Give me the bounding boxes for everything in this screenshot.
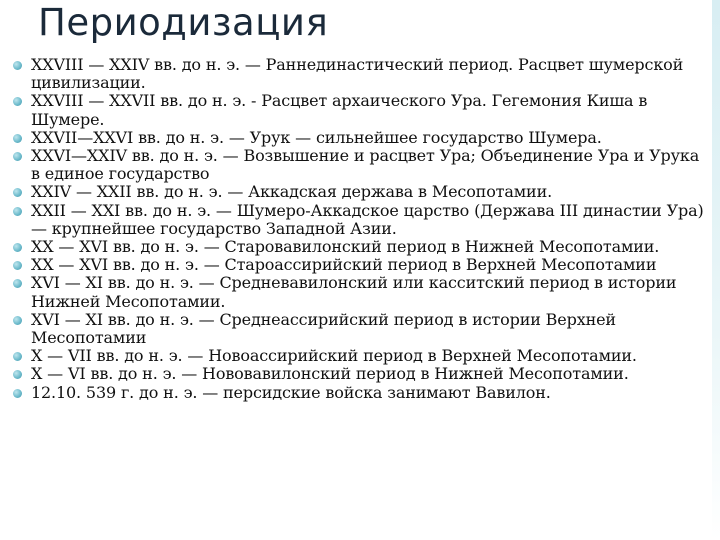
bullet-icon — [13, 97, 22, 106]
list-item-text: XVI — XI вв. до н. э. — Средневавилонский или касситский период в истории Нижней Месопотамии. — [31, 273, 677, 311]
bullet-icon — [13, 188, 22, 197]
list-item — [12, 183, 704, 201]
bullet-icon — [13, 134, 22, 143]
bullet-icon — [13, 243, 22, 252]
list-item-text: XX — XVI вв. до н. э. — Старовавилонский период в Нижней Месопотамии. — [31, 237, 660, 257]
list-item-text: X — VII вв. до н. э. — Новоассирийский период в Верхней Месопотамии. — [31, 346, 637, 366]
bullet-icon — [13, 279, 22, 288]
bullet-icon — [13, 207, 22, 216]
decorative-accent-bar — [712, 0, 720, 540]
list-item-text: XX — XVI вв. до н. э. — Староассирийский период в Верхней Месопотамии — [31, 255, 657, 275]
list-item-text: 12.10. 539 г. до н. э. — персидские войска занимают Вавилон. — [31, 382, 551, 402]
list-item — [12, 238, 704, 256]
list-item — [12, 384, 704, 402]
list-item-text: XXVII—XXVI вв. до н. э. — Урук — сильнейшее государство Шумера. — [31, 127, 602, 147]
list-item — [12, 129, 704, 147]
list-item — [12, 347, 704, 365]
list-item-text: XXII — XXI вв. до н. э. — Шумеро-Аккадское царство (Держава III династии Ура) — крупнейшее государство Западной Азии. — [31, 200, 704, 238]
list-item-text: XXIV — XXII вв. до н. э. — Аккадская держава в Месопотамии. — [31, 182, 553, 202]
bullet-icon — [13, 61, 22, 70]
list-item — [12, 365, 704, 383]
list-item — [12, 311, 704, 347]
page-title: Периодизация — [38, 1, 329, 44]
bullet-icon — [13, 370, 22, 379]
list-item — [12, 202, 704, 238]
bullet-icon — [13, 261, 22, 270]
list-item — [12, 256, 704, 274]
list-item-text: XVI — XI вв. до н. э. — Среднеассирийский период в истории Верхней Месопотамии — [31, 309, 616, 348]
list-item-text: XXVIII — XXVII вв. до н. э. - Расцвет архаического Ура. Гегемония Киша в Шумере. — [31, 91, 648, 129]
list-item — [12, 92, 704, 128]
list-item — [12, 147, 704, 183]
periodization-list — [12, 56, 704, 402]
list-item — [12, 56, 704, 92]
bullet-icon — [13, 389, 22, 398]
bullet-icon — [13, 352, 22, 361]
bullet-icon — [13, 316, 22, 325]
bullet-icon — [13, 152, 22, 161]
list-item-text: XXVIII — XXIV вв. до н. э. — Раннединастический период. Расцвет шумерской цивилизации. — [31, 55, 684, 93]
list-item — [12, 274, 704, 310]
list-item-text: X — VI вв. до н. э. — Нововавилонский период в Нижней Месопотамии. — [31, 364, 629, 384]
list-item-text: XXVI—XXIV вв. до н. э. — Возвышение и расцвет Ура; Объединение Ура и Урука в единое государство — [31, 146, 700, 184]
